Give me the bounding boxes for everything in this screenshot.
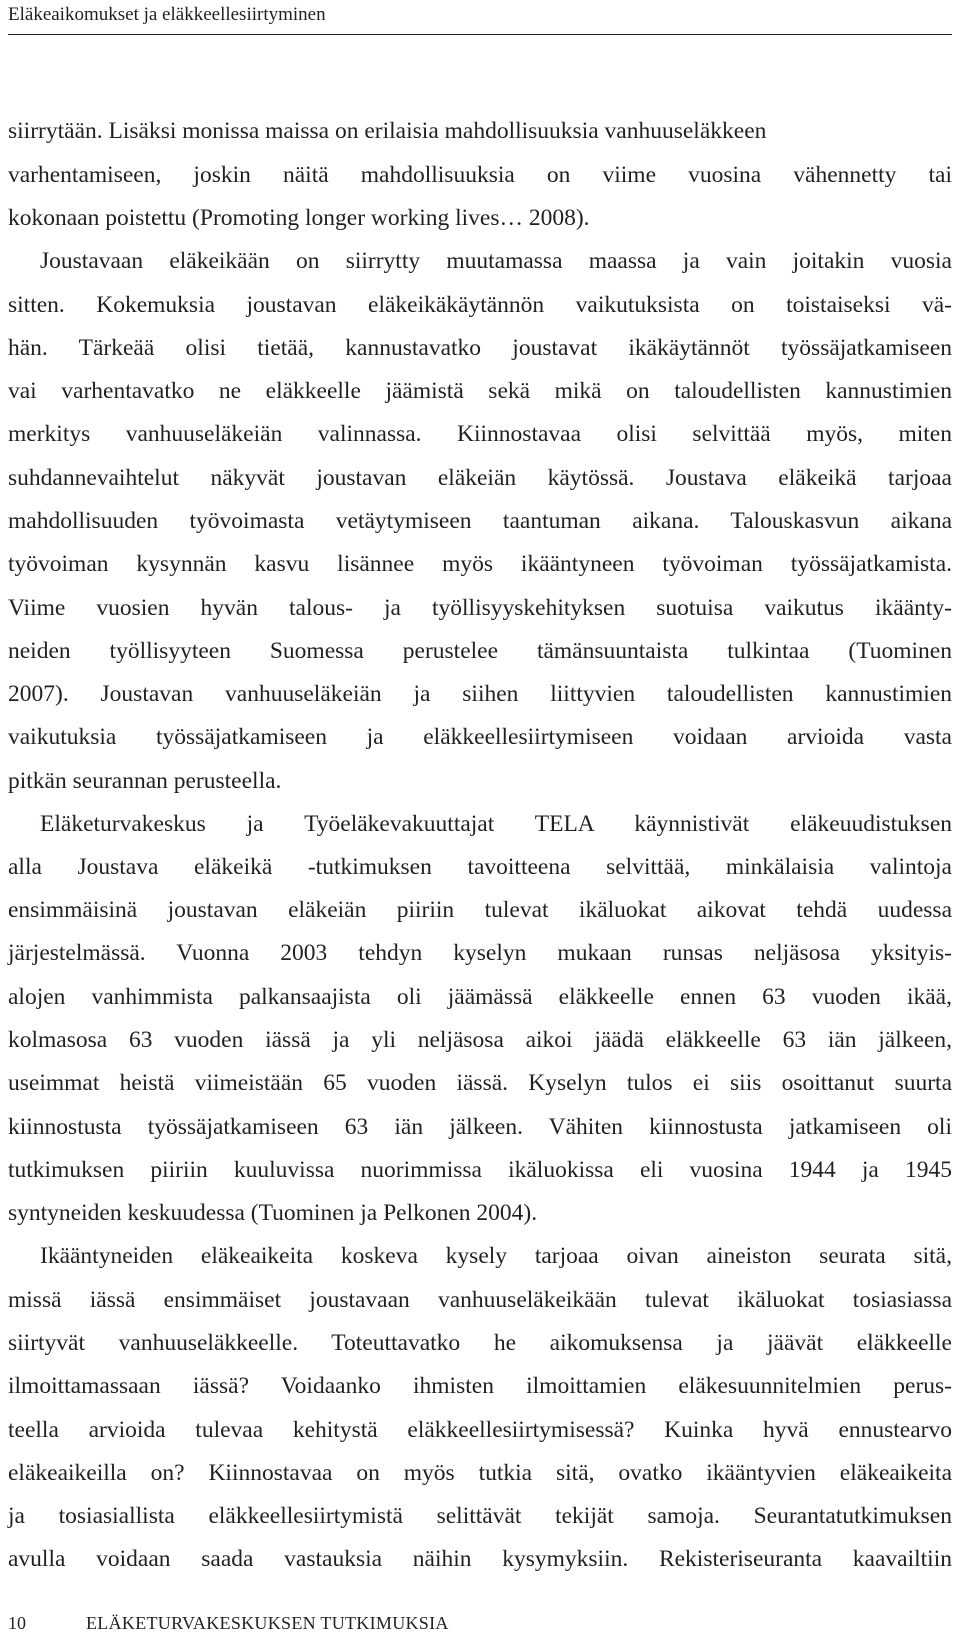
text-line: Joustavaan eläkeikään on siirrytty muutamassa maassa ja vain joitakin vuosia <box>40 248 952 274</box>
text-line: neiden työllisyyteen Suomessa perustelee tämänsuuntaista tulkintaa (Tuominen <box>8 638 952 664</box>
text-line: ilmoittamassaan iässä? Voidaanko ihmisten ilmoittamien eläkesuunnitelmien perus- <box>8 1373 952 1399</box>
text-line: missä iässä ensimmäiset joustavaan vanhuuseläkeikään tulevat ikäluokat tosiasiassa <box>8 1287 952 1313</box>
page-number: 10 <box>8 1613 26 1633</box>
text-line: Eläketurvakeskus ja Työeläkevakuuttajat TELA käynnistivät eläkeuudistuksen <box>40 811 952 837</box>
text-line: ensimmäisinä joustavan eläkeiän piiriin tulevat ikäluokat aikovat tehdä uudessa <box>8 897 952 923</box>
text-line: Viime vuosien hyvän talous- ja työllisyyskehityksen suotuisa vaikutus ikäänty- <box>8 595 952 621</box>
text-line: järjestelmässä. Vuonna 2003 tehdyn kyselyn mukaan runsas neljäsosa yksityis- <box>8 940 952 966</box>
text-line: useimmat heistä viimeistään 65 vuoden iässä. Kyselyn tulos ei siis osoittanut suurta <box>8 1070 952 1096</box>
text-line: kiinnostusta työssäjatkamiseen 63 iän jälkeen. Vähiten kiinnostusta jatkamiseen oli <box>8 1114 952 1140</box>
text-line: vai varhentavatko ne eläkkeelle jäämistä sekä mikä on taloudellisten kannustimien <box>8 378 952 404</box>
text-line: ja tosiasiallista eläkkeellesiirtymistä selittävät tekijät samoja. Seurantatutkimuksen <box>8 1503 952 1529</box>
series-title: ELÄKETURVAKESKUKSEN TUTKIMUKSIA <box>86 1613 449 1633</box>
text-line: teella arvioida tulevaa kehitystä eläkkeellesiirtymisessä? Kuinka hyvä ennustearvo <box>8 1417 952 1443</box>
text-line: siirrytään. Lisäksi monissa maissa on erilaisia mahdollisuuksia vanhuuseläkkeen <box>8 118 767 144</box>
text-line: hän. Tärkeää olisi tietää, kannustavatko joustavat ikäkäytännöt työssäjatkamiseen <box>8 335 952 361</box>
text-line: varhentamiseen, joskin näitä mahdollisuuksia on viime vuosina vähennetty tai <box>8 162 952 188</box>
text-line: tutkimuksen piiriin kuuluvissa nuorimmissa ikäluokissa eli vuosina 1944 ja 1945 <box>8 1157 952 1183</box>
text-line: työvoiman kysynnän kasvu lisännee myös ikääntyneen työvoiman työssäjatkamista. <box>8 551 952 577</box>
text-line: avulla voidaan saada vastauksia näihin kysymyksiin. Rekisteriseuranta kaavailtiin <box>8 1546 952 1572</box>
text-line: eläkeaikeilla on? Kiinnostavaa on myös tutkia sitä, ovatko ikääntyvien eläkeaikeita <box>8 1460 952 1486</box>
text-line: kokonaan poistettu (Promoting longer working lives… 2008). <box>8 205 590 231</box>
text-line: suhdannevaihtelut näkyvät joustavan eläkeiän käytössä. Joustava eläkeikä tarjoaa <box>8 465 952 491</box>
text-line: Ikääntyneiden eläkeaikeita koskeva kysely tarjoaa oivan aineiston seurata sitä, <box>40 1243 952 1269</box>
text-line: alla Joustava eläkeikä -tutkimuksen tavoitteena selvittää, minkälaisia valintoja <box>8 854 952 880</box>
text-line: kolmasosa 63 vuoden iässä ja yli neljäsosa aikoi jäädä eläkkeelle 63 iän jälkeen, <box>8 1027 952 1053</box>
text-line: vaikutuksia työssäjatkamiseen ja eläkkeellesiirtymiseen voidaan arvioida vasta <box>8 724 952 750</box>
text-line: mahdollisuuden työvoimasta vetäytymiseen taantuman aikana. Talouskasvun aikana <box>8 508 952 534</box>
text-line: alojen vanhimmista palkansaajista oli jäämässä eläkkeelle ennen 63 vuoden ikää, <box>8 984 952 1010</box>
running-header: Eläkeaikomukset ja eläkkeellesiirtyminen <box>8 4 326 25</box>
text-line: merkitys vanhuuseläkeiän valinnassa. Kiinnostavaa olisi selvittää myös, miten <box>8 421 952 447</box>
header-rule <box>8 34 952 35</box>
text-line: pitkän seurannan perusteella. <box>8 768 282 794</box>
text-line: sitten. Kokemuksia joustavan eläkeikäkäytännön vaikutuksista on toistaiseksi vä- <box>8 292 952 318</box>
text-line: syntyneiden keskuudessa (Tuominen ja Pelkonen 2004). <box>8 1200 538 1226</box>
text-line: 2007). Joustavan vanhuuseläkeiän ja siihen liittyvien taloudellisten kannustimien <box>8 681 952 707</box>
text-line: siirtyvät vanhuuseläkkeelle. Toteuttavatko he aikomuksensa ja jäävät eläkkeelle <box>8 1330 952 1356</box>
